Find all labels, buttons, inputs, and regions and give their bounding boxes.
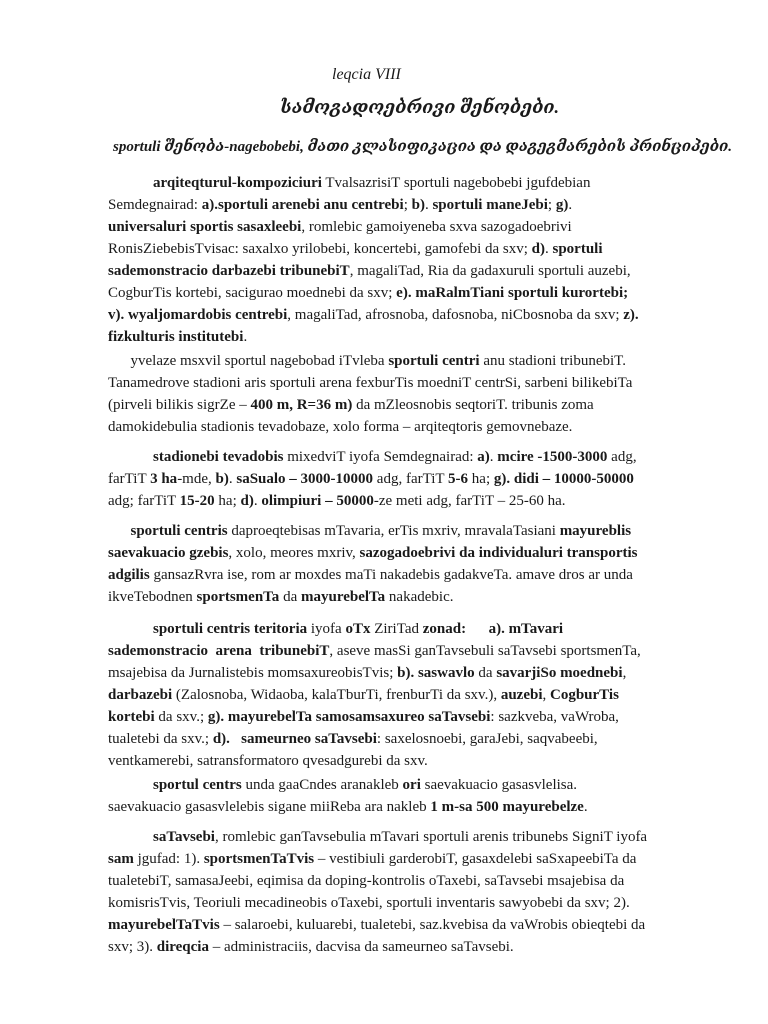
bold-text: v). wyaljomardobis centrebi bbox=[108, 307, 288, 323]
text-line bbox=[108, 372, 706, 394]
bold-text: 400 m, R=36 m) bbox=[250, 397, 353, 413]
text-line bbox=[108, 490, 706, 512]
text-line bbox=[108, 618, 706, 640]
page-title: სამოგადოებრივი შენობები. bbox=[280, 97, 560, 117]
bold-text: saTavsebi bbox=[153, 829, 215, 845]
text-run: msajebisa da Jurnalistebis momsaxureobisTvis; bbox=[108, 665, 398, 681]
text-line bbox=[108, 848, 706, 870]
text-line bbox=[108, 542, 706, 564]
bold-text: direqcia bbox=[156, 939, 209, 955]
text-run: adg; farTiT bbox=[108, 493, 180, 509]
text-run: . bbox=[568, 197, 573, 213]
text-line bbox=[108, 216, 706, 238]
bold-text: savarjiSo moednebi bbox=[496, 665, 623, 681]
text-line bbox=[108, 520, 706, 542]
bold-text: stadionebi tevadobis bbox=[153, 449, 284, 465]
text-run: yvelaze msxvil sportul nagebobad iTvleba bbox=[108, 353, 389, 369]
bold-text: kortebi bbox=[108, 709, 155, 725]
paragraph-evacuation-exits bbox=[108, 774, 706, 818]
text-line bbox=[108, 326, 706, 348]
text-line bbox=[108, 796, 706, 818]
text-line bbox=[108, 662, 706, 684]
text-run: , bbox=[542, 687, 550, 703]
text-run: . bbox=[243, 329, 248, 345]
text-run: . bbox=[489, 449, 498, 465]
bold-text: d) bbox=[531, 241, 545, 257]
bold-text: 15-20 bbox=[179, 493, 215, 509]
paragraph-territory-zones bbox=[108, 618, 706, 772]
bold-text: universaluri sportis sasaxleebi bbox=[108, 219, 302, 235]
text-run: tualetebi da sxv.; bbox=[108, 731, 213, 747]
text-line bbox=[108, 936, 706, 958]
text-run: . bbox=[583, 799, 588, 815]
text-run: da bbox=[279, 589, 301, 605]
paragraph-sports-center bbox=[108, 350, 706, 438]
text-run: . bbox=[545, 241, 553, 257]
text-run bbox=[108, 621, 153, 637]
text-run: , bbox=[622, 665, 627, 681]
bold-text: sportuli centris teritoria bbox=[153, 621, 308, 637]
bold-text: sportuli bbox=[552, 241, 603, 257]
paragraph-architectural-classification bbox=[108, 172, 706, 348]
text-run: . bbox=[228, 471, 237, 487]
bold-text: darbazebi bbox=[108, 687, 173, 703]
bold-text: mcire -1500-3000 bbox=[497, 449, 608, 465]
text-run: nakadebic. bbox=[385, 589, 454, 605]
text-run: Semdegnairad: bbox=[108, 197, 202, 213]
text-run: ; bbox=[403, 197, 412, 213]
bold-text: sazogadoebrivi da individualuri transportis bbox=[359, 545, 638, 561]
text-run: ZiriTad bbox=[370, 621, 423, 637]
text-line bbox=[108, 350, 706, 372]
bold-text: mayureblis bbox=[559, 523, 632, 539]
bold-text: auzebi bbox=[500, 687, 543, 703]
text-run: ventkamerebi, satransformatoro qvesadgurebi da sxv. bbox=[108, 753, 428, 769]
bold-text: b) bbox=[411, 197, 425, 213]
bold-text: CogburTis bbox=[550, 687, 619, 703]
bold-text: 1 m-sa 500 mayurebelze bbox=[430, 799, 584, 815]
text-run: jgufad: 1). bbox=[133, 851, 204, 867]
text-line bbox=[108, 416, 706, 438]
text-run: , aseve masSi ganTavsebuli saTavsebi sportsmenTa, bbox=[329, 643, 641, 659]
bold-text: g). didi – 10000-50000 bbox=[493, 471, 634, 487]
text-run: unda gaaCndes aranakleb bbox=[241, 777, 403, 793]
text-line bbox=[108, 914, 706, 936]
text-run: farTiT bbox=[108, 471, 151, 487]
text-run: , magaliTad, Ria da gadaxuruli sportuli auzebi, bbox=[349, 263, 631, 279]
text-run: . bbox=[424, 197, 433, 213]
bold-text: mayurebelTa bbox=[300, 589, 386, 605]
text-run: – salaroebi, kuluarebi, tualetebi, saz.kvebisa da vaWrobis obieqtebi da bbox=[219, 917, 646, 933]
text-line bbox=[108, 260, 706, 282]
text-line bbox=[108, 564, 706, 586]
text-run: sxv; 3). bbox=[108, 939, 157, 955]
text-run: saevakuacio gasasvlelebis sigane miiReba ara nakleb bbox=[108, 799, 431, 815]
lecture-number: leqcia VIII bbox=[332, 66, 401, 83]
text-run: ha; bbox=[214, 493, 241, 509]
bold-text: b). saswavlo bbox=[397, 665, 475, 681]
text-line bbox=[108, 892, 706, 914]
text-line bbox=[108, 194, 706, 216]
bold-text: 5-6 bbox=[448, 471, 469, 487]
text-run: damokidebulia stadionis tevadobaze, xolo forma – arqiteqtoris gemovnebaze. bbox=[108, 419, 573, 435]
text-line bbox=[108, 394, 706, 416]
bold-text: d). sameurneo saTavsebi bbox=[212, 731, 377, 747]
bold-text: mayurebelTaTvis bbox=[108, 917, 220, 933]
text-line bbox=[108, 446, 706, 468]
text-run: ha; bbox=[468, 471, 494, 487]
bold-text: sam bbox=[108, 851, 134, 867]
bold-text: sademonstracio darbazebi tribunebiT bbox=[108, 263, 350, 279]
text-line bbox=[108, 728, 706, 750]
bold-text: fizkulturis institutebi bbox=[108, 329, 244, 345]
paragraph-evacuation-and-transport bbox=[108, 520, 706, 608]
text-line bbox=[108, 870, 706, 892]
text-run: . bbox=[253, 493, 262, 509]
text-run: anu stadioni tribunebiT. bbox=[479, 353, 626, 369]
text-run: TvalsazrisiT sportuli nagebobebi jgufdebian bbox=[321, 175, 591, 191]
text-run bbox=[108, 523, 131, 539]
bold-text: arqiteqturul-kompoziciuri bbox=[153, 175, 322, 191]
bold-text: b) bbox=[215, 471, 229, 487]
text-run bbox=[108, 175, 153, 191]
text-line bbox=[108, 586, 706, 608]
text-line bbox=[108, 238, 706, 260]
page-subtitle: sportuli შენობა-nagebobebi, მათი კლასიფიკაცია და დაგეგმარების პრინციპები. bbox=[113, 139, 733, 155]
bold-text: sportul centrs bbox=[153, 777, 242, 793]
text-run: Tanamedrove stadioni aris sportuli arena fexburTis moedniT centrSi, sarbeni bilikebiTa bbox=[108, 375, 633, 391]
bold-text: e). maRalmTiani sportuli kurortebi; bbox=[396, 285, 629, 301]
text-run: , romlebic ganTavsebulia mTavari sportuli arenis tribunebs SigniT iyofa bbox=[214, 829, 648, 845]
bold-text: sademonstracio arena tribunebiT bbox=[108, 643, 330, 659]
text-run: (Zalosnoba, Widaoba, kalaTburTi, frenburTi da sxv.), bbox=[172, 687, 501, 703]
bold-text: ori bbox=[402, 777, 421, 793]
text-run: CogburTis kortebi, sacigurao moednebi da sxv; bbox=[108, 285, 397, 301]
text-run bbox=[108, 777, 153, 793]
bold-text: sportuli centris bbox=[130, 523, 228, 539]
text-line bbox=[108, 706, 706, 728]
text-run: : sazkveba, vaWroba, bbox=[490, 709, 619, 725]
text-run: , xolo, meores mxriv, bbox=[228, 545, 360, 561]
text-run bbox=[108, 449, 153, 465]
text-run: adg, farTiT bbox=[373, 471, 449, 487]
bold-text: sportsmenTaTvis bbox=[203, 851, 315, 867]
bold-text: 3 ha bbox=[150, 471, 178, 487]
bold-text: d) bbox=[240, 493, 254, 509]
bold-text: olimpiuri – 50000 bbox=[261, 493, 374, 509]
text-line bbox=[108, 304, 706, 326]
text-line bbox=[108, 640, 706, 662]
bold-text: z). bbox=[623, 307, 639, 323]
bold-text: sportuli centri bbox=[388, 353, 480, 369]
text-run: daproeqtebisas mTavaria, erTis mxriv, mravalaTasiani bbox=[227, 523, 560, 539]
bold-text: g). mayurebelTa samosamsaxureo saTavsebi bbox=[207, 709, 491, 725]
bold-text: sportsmenTa bbox=[196, 589, 280, 605]
text-run: : saxelosnoebi, garaJebi, saqvabeebi, bbox=[376, 731, 598, 747]
text-run: , romlebic gamoiyeneba sxva sazogadoebrivi bbox=[301, 219, 572, 235]
paragraph-stadium-capacity bbox=[108, 446, 706, 512]
bold-text: oTx bbox=[345, 621, 371, 637]
text-line bbox=[108, 468, 706, 490]
text-run: ikveTebodnen bbox=[108, 589, 197, 605]
text-run: komisrisTvis, Teoriuli mecadineobis oTaxebi, sportuli inventaris sawyobebi da sxv; 2). bbox=[108, 895, 630, 911]
text-run: iyofa bbox=[307, 621, 346, 637]
text-line bbox=[108, 282, 706, 304]
text-run: adg, bbox=[607, 449, 637, 465]
text-line bbox=[108, 826, 706, 848]
bold-text: a) bbox=[477, 449, 490, 465]
text-line bbox=[108, 684, 706, 706]
text-run: ; bbox=[547, 197, 556, 213]
bold-text: saSualo – 3000-10000 bbox=[236, 471, 374, 487]
bold-text: g) bbox=[555, 197, 569, 213]
text-line bbox=[108, 774, 706, 796]
text-line bbox=[108, 750, 706, 772]
text-line bbox=[108, 172, 706, 194]
text-run: mixedviT iyofa Semdegnairad: bbox=[283, 449, 478, 465]
bold-text: a).sportuli arenebi anu centrebi bbox=[201, 197, 404, 213]
text-run: -ze meti adg, farTiT – 25-60 ha. bbox=[373, 493, 566, 509]
bold-text: zonad: a). mTavari bbox=[422, 621, 564, 637]
text-run: da sxv.; bbox=[154, 709, 208, 725]
text-run: gansazRvra ise, rom ar moxdes maTi nakadebis gadakveTa. amave dros ar unda bbox=[149, 567, 633, 583]
text-run: tualetebiT, samasaJeebi, eqimisa da doping-kontrolis oTaxebi, saTavsebi msajebisa da bbox=[108, 873, 625, 889]
text-run: , magaliTad, afrosnoba, dafosnoba, niCbosnoba da sxv; bbox=[287, 307, 624, 323]
paragraph-premises-groups bbox=[108, 826, 706, 958]
text-run: RonisZiebebisTvisac: saxalxo yrilobebi, koncertebi, gamofebi da sxv; bbox=[108, 241, 532, 257]
bold-text: adgilis bbox=[108, 567, 150, 583]
text-run: – vestibiuli garderobiT, gasaxdelebi saSxapeebiTa da bbox=[314, 851, 637, 867]
text-run: da mZleosnobis seqtoriT. tribunis zoma bbox=[352, 397, 594, 413]
text-run: – administraciis, dacvisa da sameurneo saTavsebi. bbox=[208, 939, 514, 955]
text-run: -mde, bbox=[177, 471, 216, 487]
bold-text: saevakuacio gzebis bbox=[108, 545, 229, 561]
text-run: (pirveli bilikis sigrZe – bbox=[108, 397, 251, 413]
text-run: saevakuacio gasasvlelisa. bbox=[420, 777, 578, 793]
text-run bbox=[108, 829, 153, 845]
text-run: da bbox=[474, 665, 497, 681]
bold-text: sportuli maneJebi bbox=[432, 197, 548, 213]
